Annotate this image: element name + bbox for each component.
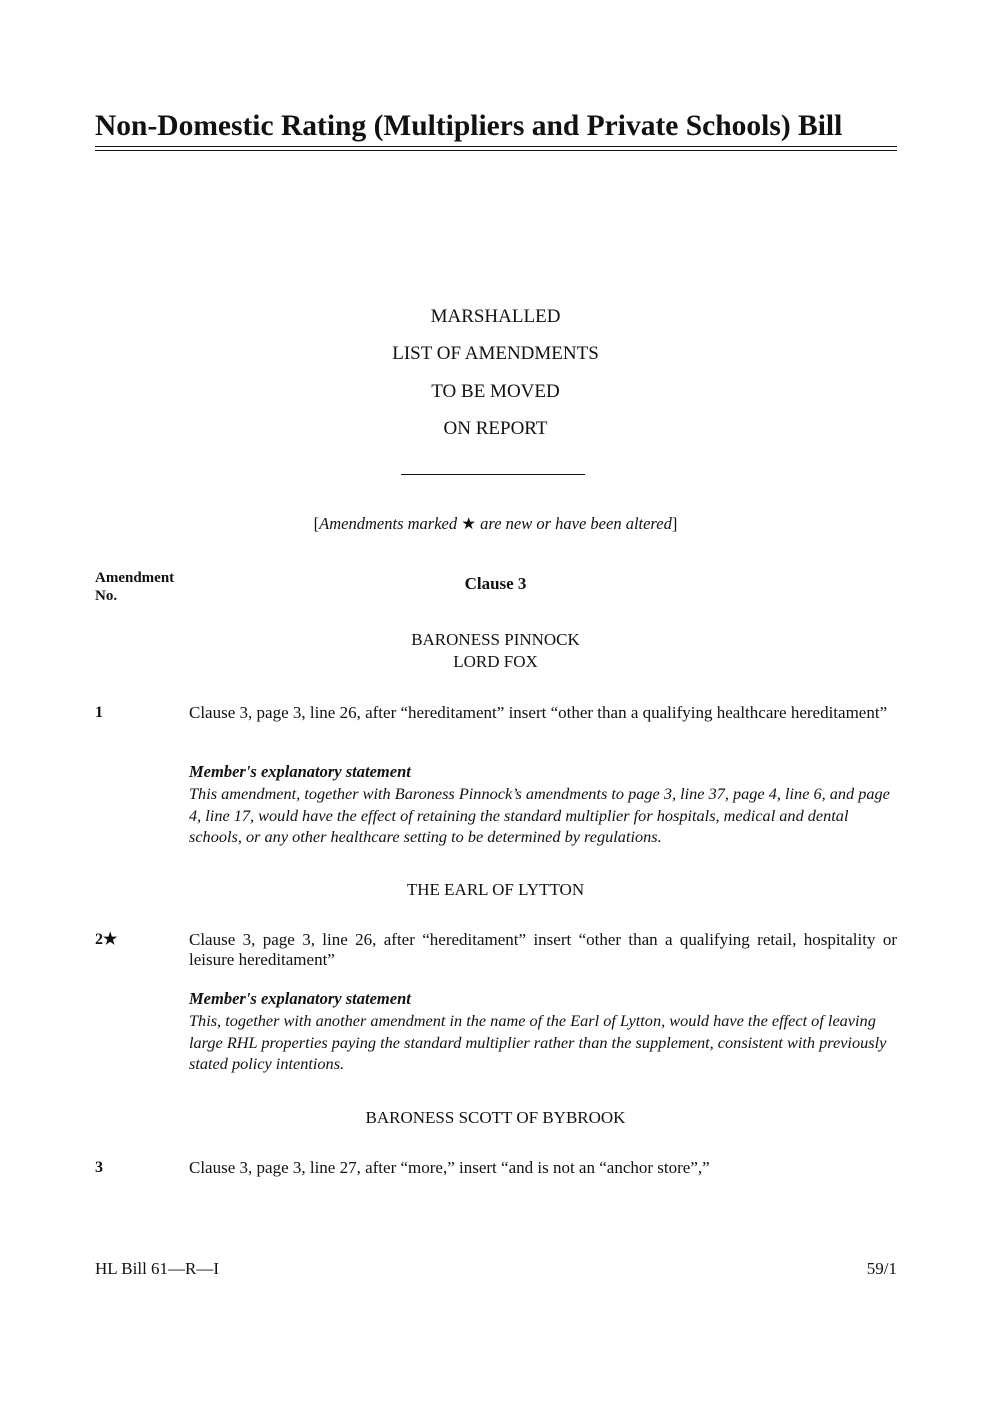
note-italic-after: are new or have been altered	[480, 514, 672, 533]
new-amendments-note	[0, 513, 991, 535]
note-open-bracket: [	[313, 514, 320, 533]
amendment-number: 3	[95, 1159, 103, 1176]
title-rule-bottom	[95, 150, 897, 151]
clause-heading: Clause 3	[464, 574, 527, 593]
amendment-text: Clause 3, page 3, line 26, after “hereditament” insert “other than a qualifying healthcare hereditament”	[189, 703, 888, 722]
note-close-bracket: ]	[671, 514, 678, 533]
heading-line-list: LIST OF AMENDMENTS	[392, 343, 599, 364]
star-icon: ★	[461, 514, 477, 533]
amendment-number: 1	[95, 704, 103, 721]
bill-title: Non-Domestic Rating (Multipliers and Private Schools) Bill	[95, 110, 843, 142]
heading-line-report: ON REPORT	[443, 418, 548, 439]
heading-line-moved: TO BE MOVED	[431, 381, 560, 402]
amendment-text: Clause 3, page 3, line 27, after “more,” insert “and is not an “anchor store”,”	[189, 1158, 710, 1177]
note-italic-before: Amendments marked	[319, 514, 458, 533]
sponsor-name: LORD FOX	[453, 652, 538, 671]
heading-line-marshalled: MARSHALLED	[430, 306, 561, 327]
bill-reference: HL Bill 61—R—I	[95, 1259, 220, 1278]
sponsor-name: BARONESS PINNOCK	[411, 630, 580, 649]
page-reference: 59/1	[866, 1259, 897, 1278]
explanatory-statement: This, together with another amendment in the name of the Earl of Lytton, would have the effect of leaving large RHL properties paying the standard multiplier rather than the supplement, consistent with previously stated policy intentions.	[189, 1011, 887, 1073]
explanatory-statement-title: Member's explanatory statement	[189, 989, 411, 1008]
amendment-label-line1: Amendment	[95, 570, 175, 586]
sponsor-name: THE EARL OF LYTTON	[406, 880, 585, 899]
explanatory-statement-title: Member's explanatory statement	[189, 762, 411, 781]
amendment-text: Clause 3, page 3, line 26, after “hereditament” insert “other than a qualifying retail, hospitality or leisure hereditament”	[189, 930, 897, 969]
amendment-label-line2: No.	[95, 588, 118, 604]
heading-divider	[401, 474, 585, 475]
sponsor-name: BARONESS SCOTT OF BYBROOK	[365, 1108, 626, 1127]
amendment-number: 2★	[95, 931, 118, 948]
explanatory-statement: This amendment, together with Baroness Pinnock’s amendments to page 3, line 37, page 4, line 6, and page 4, line 17, would have the effect of retaining the standard multiplier for hospitals, medical and dental schools, or any other healthcare setting to be determined by regulations.	[189, 784, 890, 846]
title-rule-top	[95, 146, 897, 147]
